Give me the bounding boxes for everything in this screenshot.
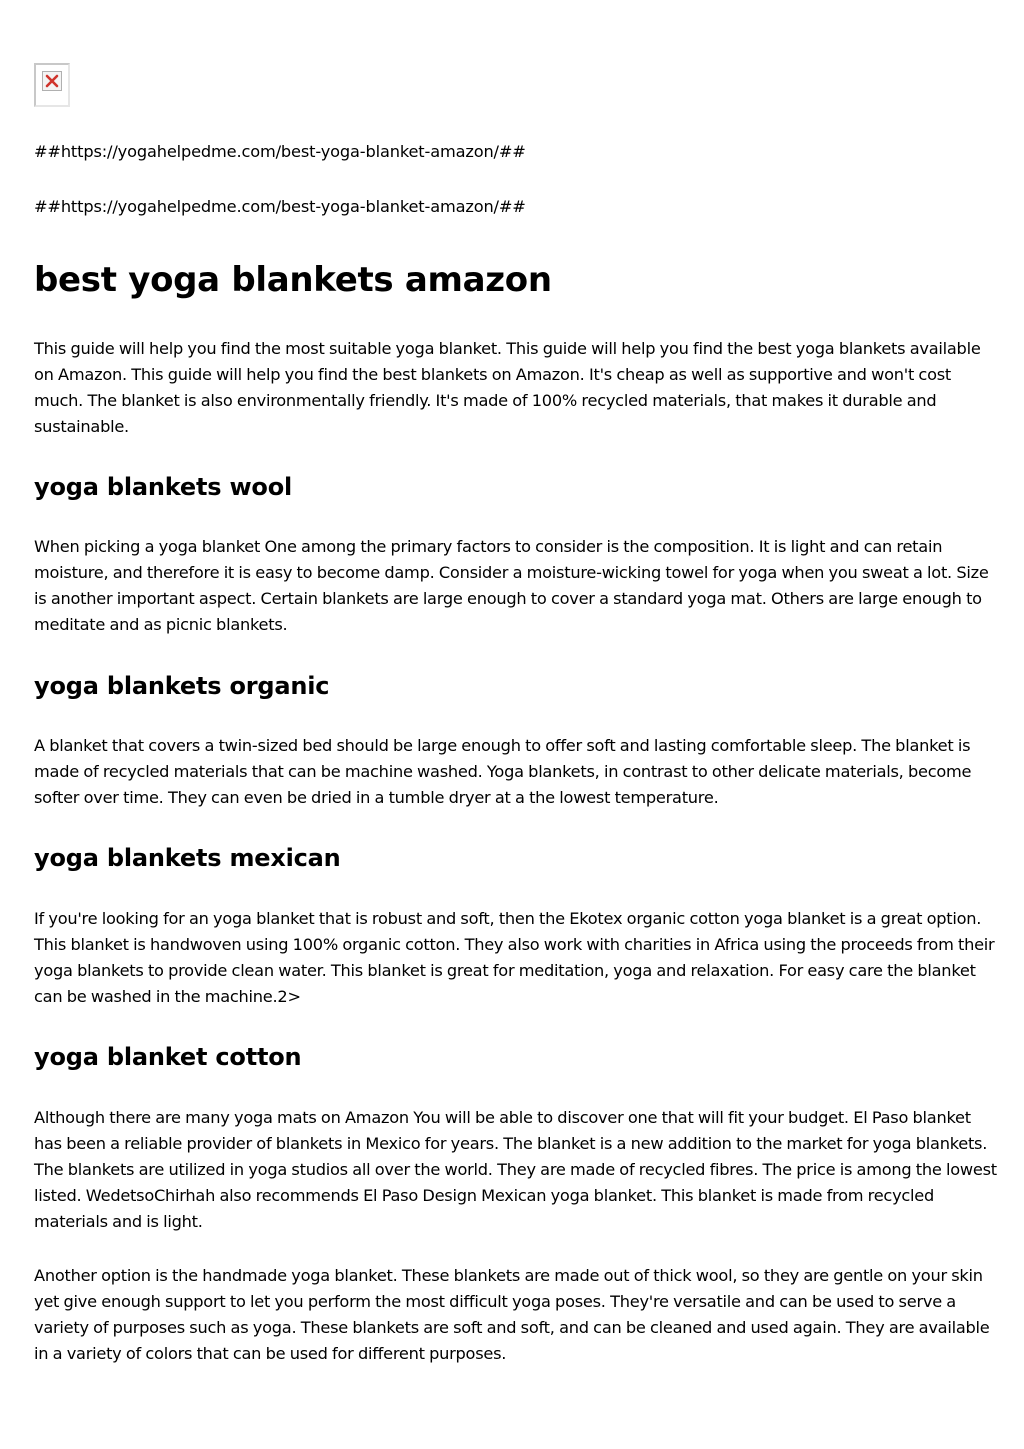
section-heading-organic: yoga blankets organic: [34, 672, 330, 700]
page-title: best yoga blankets amazon: [34, 260, 552, 300]
section-heading-wool: yoga blankets wool: [34, 473, 293, 501]
section-heading-cotton: yoga blanket cotton: [34, 1043, 302, 1071]
broken-image-placeholder: [34, 63, 70, 107]
section-paragraph-cotton: Although there are many yoga mats on Amazon You will be able to discover one that will fit your budget. El Paso blanket has been a reliable provider of blankets in Mexico for years. The blanket is a new addition to the market for yoga blankets. The blankets are utilized in yoga studios all over the world. They are made of recycled fibres. The price is among the lowest listed. WedetsoChirhah also recommends El Paso Design Mexican yoga blanket. This blanket is made from recycled materials and is light.: [34, 1108, 997, 1231]
section-paragraph-wool: When picking a yoga blanket One among the primary factors to consider is the composition. It is light and can retain moisture, and therefore it is easy to become damp. Consider a moisture-wicking towel for yoga when you sweat a lot. Size is another important aspect. Certain blankets are large enough to cover a standard yoga mat. Others are large enough to meditate and as picnic blankets.: [34, 537, 989, 634]
broken-image-icon: [45, 74, 59, 88]
section-paragraph-cotton-2: Another option is the handmade yoga blanket. These blankets are made out of thick wool, so they are gentle on your skin yet give enough support to let you perform the most difficult yoga poses. They're versatile and can be used to serve a variety of purposes such as yoga. These blankets are soft and soft, and can be cleaned and used again. They are available in a variety of colors that can be used for different purposes.: [34, 1266, 990, 1363]
source-url-line: ##https://yogahelpedme.com/best-yoga-blanket-amazon/##: [34, 142, 526, 161]
section-heading-mexican: yoga blankets mexican: [34, 844, 341, 872]
source-url-line: ##https://yogahelpedme.com/best-yoga-blanket-amazon/##: [34, 197, 526, 216]
section-paragraph-organic: A blanket that covers a twin-sized bed should be large enough to offer soft and lasting comfortable sleep. The blanket is made of recycled materials that can be machine washed. Yoga blankets, in contrast to other delicate materials, become softer over time. They can even be dried in a tumble dryer at a the lowest temperature.: [34, 736, 972, 807]
section-paragraph-mexican: If you're looking for an yoga blanket that is robust and soft, then the Ekotex organic cotton yoga blanket is a great option. This blanket is handwoven using 100% organic cotton. They also work with charities in Africa using the proceeds from their yoga blankets to provide clean water. This blanket is great for meditation, yoga and relaxation. For easy care the blanket can be washed in the machine.2>: [34, 909, 995, 1006]
intro-paragraph: This guide will help you find the most suitable yoga blanket. This guide will help you find the best yoga blankets available on Amazon. This guide will help you find the best blankets on Amazon. It's cheap as well as supportive and won't cost much. The blanket is also environmentally friendly. It's made of 100% recycled materials, that makes it durable and sustainable.: [34, 339, 981, 436]
broken-image-frame: [42, 71, 62, 91]
